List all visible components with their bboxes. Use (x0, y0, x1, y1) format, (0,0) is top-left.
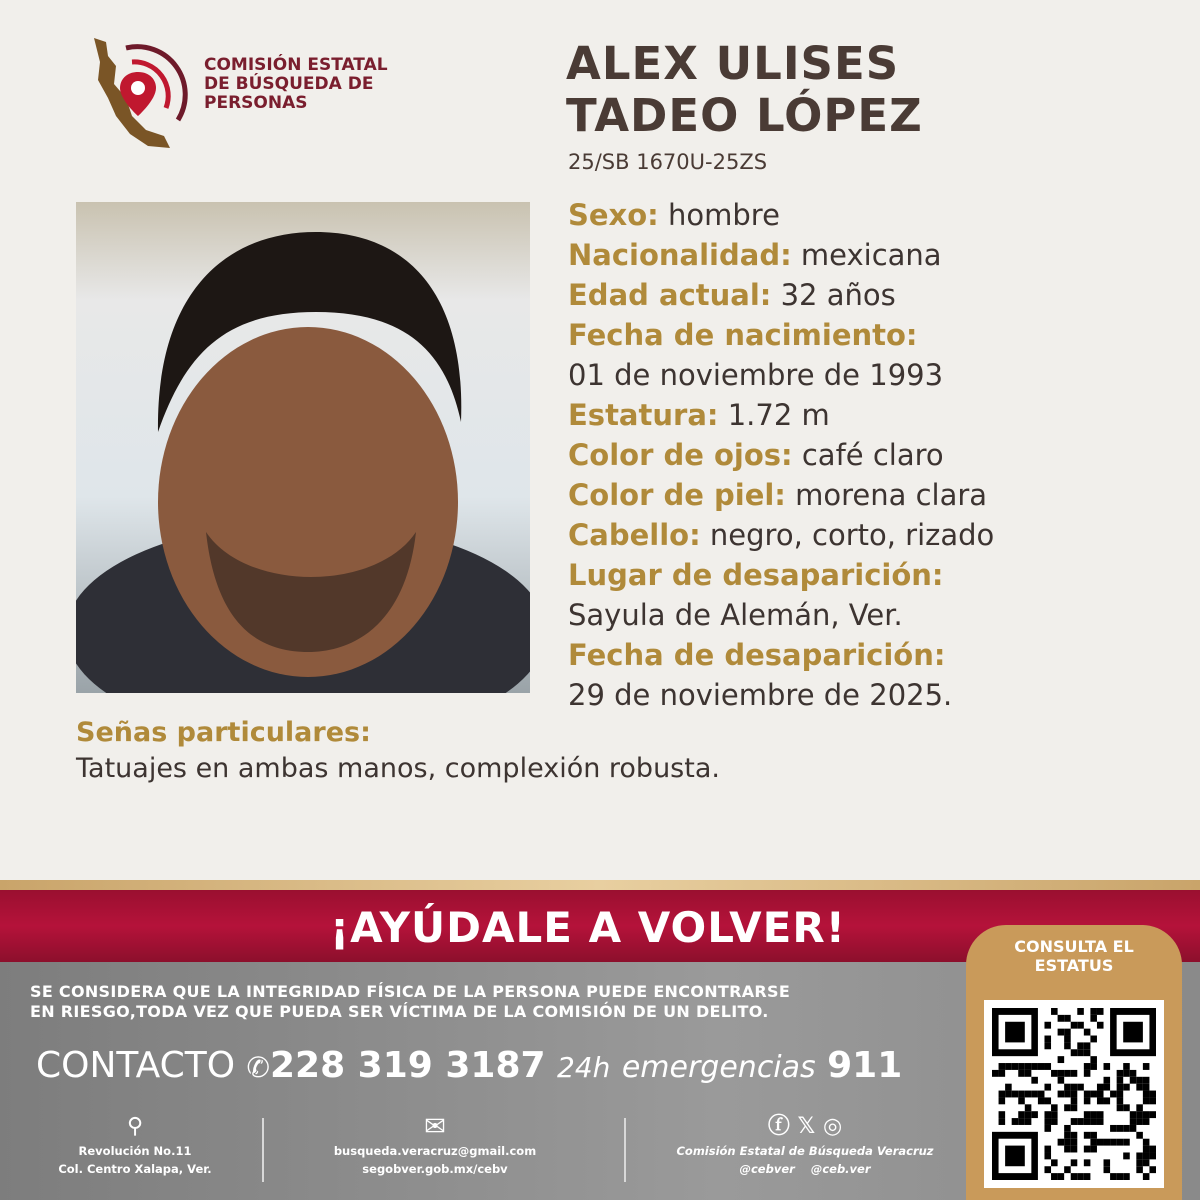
logo (86, 36, 196, 151)
hours: 24h (557, 1051, 611, 1084)
detail-cabello (568, 515, 1188, 555)
detail-edad (568, 275, 1188, 315)
detail-value: 32 años (771, 278, 896, 312)
warning-line: EN RIESGO,TODA VEZ QUE PUEDA SER VÍCTIMA DE LA COMISIÓN DE UN DELITO. (30, 1002, 769, 1021)
detail-label: Lugar de desaparición: (568, 558, 944, 592)
detail-label: Fecha de nacimiento: (568, 318, 918, 352)
detail-label: Cabello: (568, 518, 701, 552)
name-line: TADEO LÓPEZ (566, 89, 923, 142)
social-handle[interactable]: @ceb.ver (810, 1162, 871, 1176)
phone-icon: ✆ (246, 1051, 270, 1084)
x-icon[interactable]: 𝕏 (797, 1114, 816, 1139)
org-line: DE BÚSQUEDA DE (204, 74, 374, 94)
divider (262, 1118, 264, 1182)
detail-nacionalidad (568, 235, 1188, 275)
qr-title: ESTATUS (1034, 956, 1114, 975)
contact-label: CONTACTO (36, 1045, 236, 1086)
qr-code[interactable] (984, 1000, 1164, 1188)
email-block (300, 1112, 570, 1178)
divider (624, 1118, 626, 1182)
detail-label: Estatura: (568, 398, 719, 432)
org-line: COMISIÓN ESTATAL (204, 55, 388, 75)
risk-warning (30, 982, 790, 1022)
person-name (566, 38, 923, 142)
contact-line (36, 1045, 902, 1086)
web-link[interactable]: segobver.gob.mx/cebv (362, 1162, 508, 1176)
location-pin-icon: ⚲ (126, 1114, 144, 1139)
org-line: PERSONAS (204, 93, 308, 113)
detail-value: Sayula de Alemán, Ver. (568, 598, 903, 632)
senas-value: Tatuajes en ambas manos, complexión robusta. (76, 753, 720, 784)
org-name (204, 56, 388, 113)
detail-value: hombre (658, 198, 780, 232)
social-block (650, 1112, 960, 1178)
gold-divider (0, 880, 1200, 890)
emergency-number[interactable]: 911 (827, 1045, 903, 1086)
detail-value: café claro (792, 438, 944, 472)
emergency-label: emergencias (621, 1050, 816, 1085)
detail-value: mexicana (791, 238, 942, 272)
address-line: Revolución No.11 (78, 1144, 192, 1158)
detail-value: 29 de noviembre de 2025. (568, 678, 953, 712)
person-photo (76, 202, 530, 693)
detail-label: Edad actual: (568, 278, 772, 312)
distinguishing-marks (76, 715, 720, 787)
mail-icon: ✉ (424, 1112, 446, 1142)
warning-line: SE CONSIDERA QUE LA INTEGRIDAD FÍSICA DE LA PERSONA PUEDE ENCONTRARSE (30, 982, 791, 1001)
detail-value: morena clara (785, 478, 988, 512)
detail-estatura (568, 395, 1188, 435)
detail-ojos (568, 435, 1188, 475)
detail-piel (568, 475, 1188, 515)
senas-label: Señas particulares: (76, 717, 371, 748)
detail-value: 1.72 m (718, 398, 830, 432)
social-name: Comisión Estatal de Búsqueda Veracruz (676, 1144, 934, 1158)
detail-label: Color de ojos: (568, 438, 793, 472)
email-link[interactable]: busqueda.veracruz@gmail.com (333, 1144, 537, 1158)
address-line: Col. Centro Xalapa, Ver. (58, 1162, 212, 1176)
qr-title: CONSULTA EL (1014, 937, 1134, 956)
detail-label: Nacionalidad: (568, 238, 792, 272)
address-block (40, 1112, 230, 1178)
detail-label: Fecha de desaparición: (568, 638, 946, 672)
detail-label: Sexo: (568, 198, 659, 232)
detail-value: negro, corto, rizado (700, 518, 995, 552)
name-line: ALEX ULISES (566, 37, 900, 90)
detail-value: 01 de noviembre de 1993 (568, 358, 944, 392)
person-details (568, 195, 1188, 715)
social-handle[interactable]: @cebver (739, 1162, 795, 1176)
facebook-icon[interactable]: ⓕ (767, 1114, 790, 1139)
status-card (966, 925, 1182, 1200)
instagram-icon[interactable]: ◎ (822, 1114, 843, 1139)
banner-title: ¡AYÚDALE A VOLVER! (330, 903, 846, 952)
phone-number[interactable]: 228 319 3187 (269, 1045, 546, 1086)
detail-sexo (568, 195, 1188, 235)
folio: 25/SB 1670U-25ZS (568, 150, 768, 174)
detail-label: Color de piel: (568, 478, 786, 512)
